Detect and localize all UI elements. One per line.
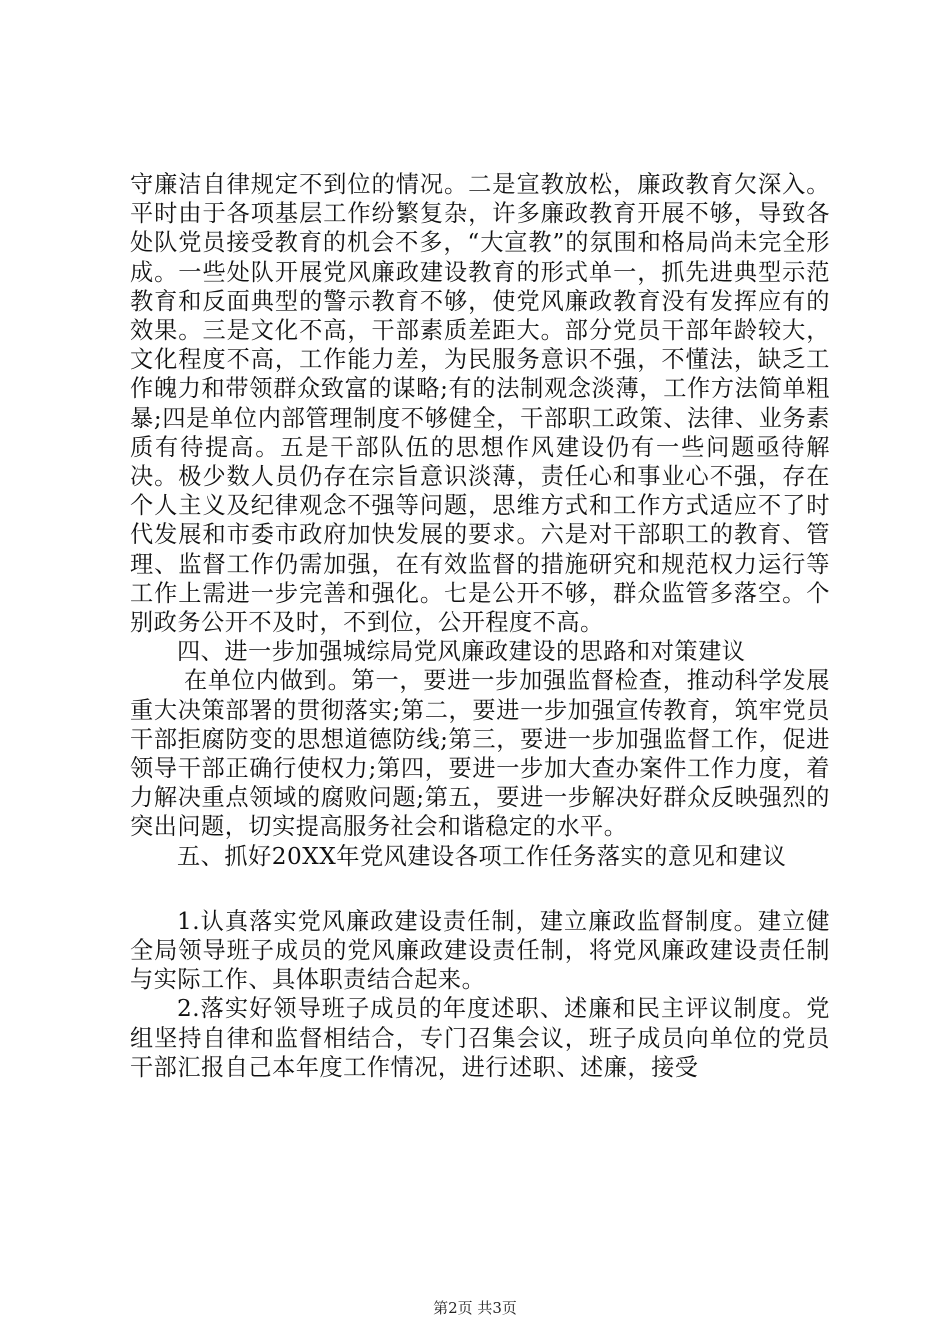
paragraph-countermeasures: 在单位内做到。第一，要进一步加强监督检查，推动科学发展重大决策部署的贯彻落实;第二，要进一步加强宣传教育，筑牢党员干部拒腐防变的思想道德防线;第三，要进一步加强监督工作，促进领导干部正确行使权力;第四，要进一步加大查办案件工作力度，着力解决重点领域的腐败问题;第五，要进一步解决好群众反映强烈的突出问题，切实提高服务社会和谐稳定的水平。 — [130, 667, 830, 841]
list-item-1: 1.认真落实党风廉政建设责任制，建立廉政监督制度。建立健全局领导班子成员的党风廉政建设责任制，将党风廉政建设责任制与实际工作、具体职责结合起来。 — [130, 907, 830, 994]
page-number-footer: 第2页 共3页 — [433, 1299, 517, 1317]
list-item-2: 2.落实好领导班子成员的年度述职、述廉和民主评议制度。党组坚持自律和监督相结合，专门召集会议，班子成员向单位的党员干部汇报自己本年度工作情况，进行述职、述廉，接受 — [130, 995, 830, 1081]
section-heading-four: 四、进一步加强城综局党风廉政建设的思路和对策建议 — [177, 638, 746, 666]
paragraph-continuation: 守廉洁自律规定不到位的情况。二是宣教放松，廉政教育欠深入。平时由于各项基层工作纷繁复杂，许多廉政教育开展不够，导致各处队党员接受教育的机会不多，“大宣教”的氛围和格局尚未完全形成。一些处队开展党风廉政建设教育的形式单一，抓先进典型示范教育和反面典型的警示教育不够，使党风廉政教育没有发挥应有的效果。三是文化不高，干部素质差距大。部分党员干部年龄较大，文化程度不高，工作能力差，为民服务意识不强，不懂法，缺乏工作魄力和带领群众致富的谋略;有的法制观念淡薄，工作方法简单粗暴;四是单位内部管理制度不够健全，干部职工政策、法律、业务素质有待提高。五是干部队伍的思想作风建设仍有一些问题亟待解决。极少数人员仍存在宗旨意识淡薄，责任心和事业心不强，存在个人主义及纪律观念不强等问题，思维方式和工作方式适应不了时代发展和市委市政府加快发展的要求。六是对干部职工的教育、管理、监督工作仍需加强，在有效监督的措施研究和规范权力运行等工作上需进一步完善和强化。七是公开不够，群众监管多落空。个别政务公开不及时，不到位，公开程度不高。 — [130, 171, 830, 637]
document-body — [130, 170, 830, 1082]
section-heading-five: 五、抓好20XX年党风建设各项工作任务落实的意见和建议 — [177, 842, 787, 870]
